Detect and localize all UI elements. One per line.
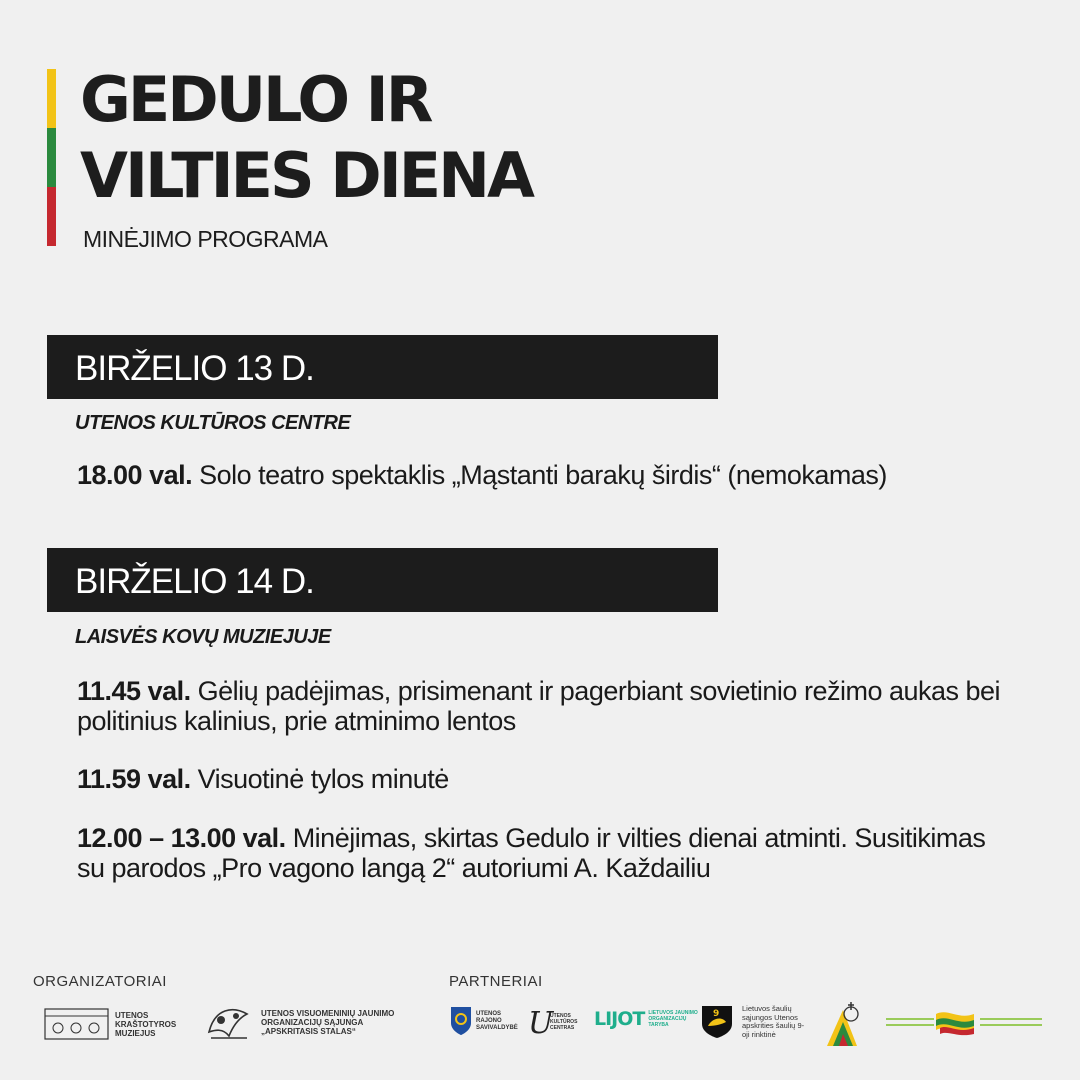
svg-text:U: U — [528, 1006, 554, 1041]
flag-wave-logo — [886, 1008, 1056, 1038]
museum-logo — [44, 1006, 175, 1042]
venue-label: UTENOS KULTŪROS CENTRE — [75, 412, 351, 434]
u-logo-text: UTENOS KULTŪROS CENTRAS — [550, 1013, 578, 1031]
organizers-label: ORGANIZATORIAI — [33, 973, 167, 990]
event-item: 11.45 val. Gėlių padėjimas, prisimenant ir pagerbiant sovietinio režimo aukas bei politinius kalinius, prie atminimo lentos — [77, 676, 1001, 736]
coat-of-arms-logo-text: UTENOS RAJONO SAVIVALDYBĖ — [476, 1010, 518, 1031]
lijot-logo — [594, 1008, 698, 1030]
round-table-logo — [203, 1002, 411, 1042]
museum-logo-text: UTENOS KRAŠTOTYROS MUZIEJUS — [115, 1010, 177, 1038]
event-item: 18.00 val. Solo teatro spektaklis „Mąstanti barakų širdis“ (nemokamas) — [77, 460, 887, 490]
lijot-abbr: LIJOT — [594, 1008, 645, 1030]
event-item: 11.59 val. Visuotinė tylos minutė — [77, 764, 449, 794]
shield-logo — [700, 1004, 810, 1040]
day-header-june-13: BIRŽELIO 13 D. — [47, 335, 718, 399]
venue-label: LAISVĖS KOVŲ MUZIEJUJE — [75, 626, 331, 648]
cross-flag-logo — [823, 1000, 863, 1050]
lijot-logo-text: LIETUVOS JAUNIMO ORGANIZACIJŲ TARYBA — [648, 1010, 698, 1028]
lithuanian-flag-stripe — [47, 69, 56, 246]
svg-text:9: 9 — [713, 1009, 720, 1019]
u-logo — [526, 1005, 582, 1039]
round-table-logo-text: UTENOS VISUOMENINIŲ JAUNIMO ORGANIZACIJŲ SĄJUNGA „APSKRITASIS STALAS“ — [261, 1008, 395, 1036]
partners-label: PARTNERIAI — [449, 973, 543, 990]
event-item: 12.00 – 13.00 val. Minėjimas, skirtas Gedulo ir vilties dienai atminti. Susitikimas su parodos „Pro vagono langą 2“ autoriumi A. Každailiu — [77, 823, 986, 883]
coat-of-arms-logo — [449, 1005, 526, 1037]
day-header-june-14: BIRŽELIO 14 D. — [47, 548, 718, 612]
page-title: GEDULO IR VILTIES DIENA — [80, 63, 533, 212]
shield-logo-text: Lietuvos šaulių sąjungos Utenos apskrities šaulių 9-oji rinktinė — [742, 1004, 805, 1039]
page-subtitle: MINĖJIMO PROGRAMA — [83, 226, 328, 252]
